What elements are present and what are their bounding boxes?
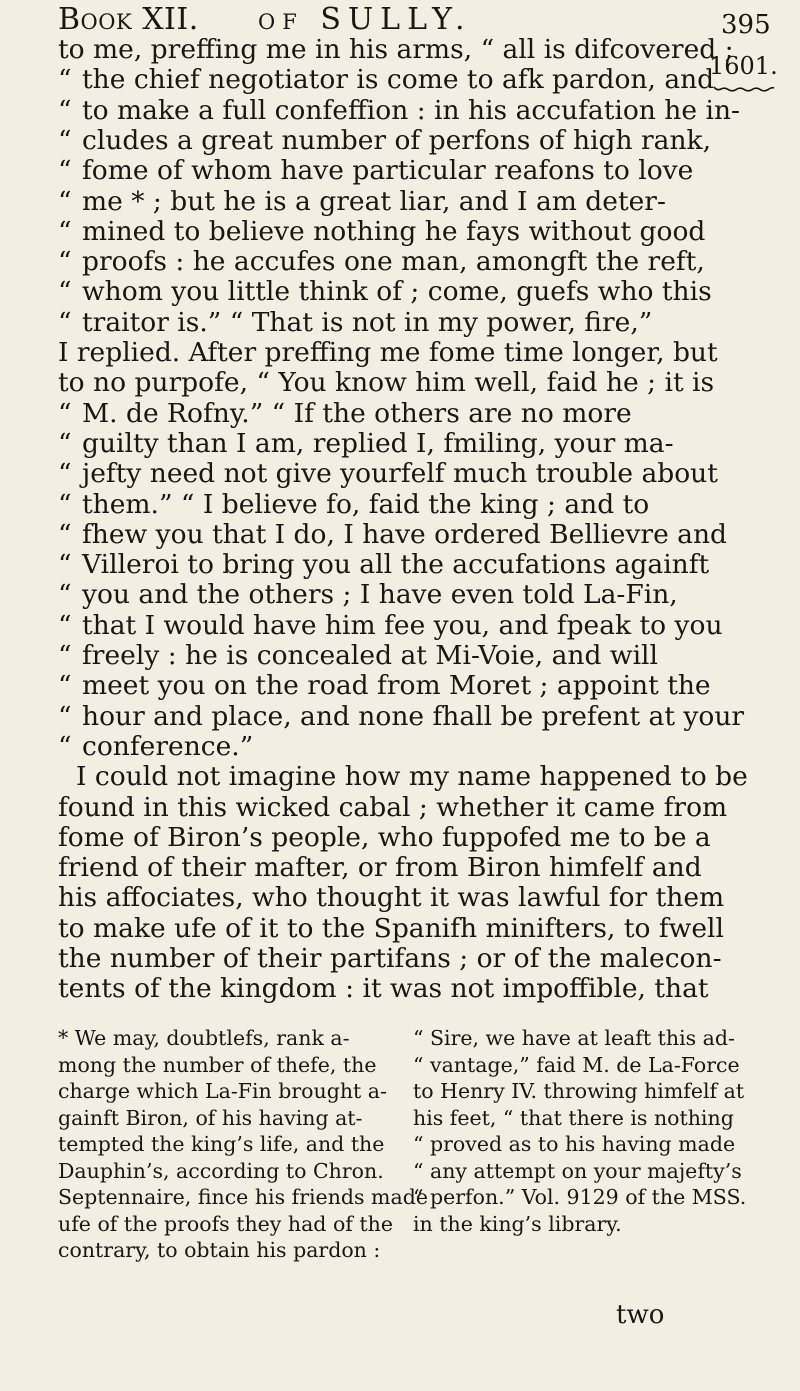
book-number: Book XII. (58, 2, 199, 37)
footnote-line: in the king’s library. (413, 1211, 622, 1236)
continuation-quote-mark: “ (58, 700, 72, 732)
line-text: the chief negotiator is come to afk pardon, and (82, 64, 715, 96)
footnote-line: “ Sire, we have at leaft this ad- (413, 1026, 735, 1050)
line-text: me * ; but he is a great liar, and I am deter- (82, 185, 666, 217)
line-text: fome of whom have particular reafons to love (82, 155, 694, 187)
line-text: mined to believe nothing he fays without good (82, 215, 706, 247)
footnote-line: “ perfon.” Vol. 9129 of the MSS. (413, 1185, 747, 1209)
footnote-line: ufe of the proofs they had of the (58, 1211, 393, 1236)
continuation-quote-mark: “ (58, 246, 72, 278)
line-text: fhew you that I do, I have ordered Bellievre and (82, 518, 728, 550)
footnote-line: “ any attempt on your majefty’s (413, 1158, 742, 1183)
footnote-line: “ proved as to his having made (413, 1132, 736, 1156)
footnote-line: charge which La-Fin brought a- (58, 1079, 387, 1103)
continuation-quote-mark: “ (58, 427, 72, 459)
line-text: cludes a great number of perfons of high rank, (82, 124, 712, 156)
line-text: M. de Rofny.” “ If the others are no more (82, 397, 632, 429)
continuation-quote-mark: “ (58, 579, 72, 611)
line-text: tents of the kingdom : it was not impoffible, that (58, 973, 709, 1005)
continuation-quote-mark: “ (58, 215, 72, 247)
footnote-line: his feet, “ that there is nothing (413, 1105, 734, 1130)
continuation-quote-mark: “ (58, 155, 72, 187)
line-text: conference.” (82, 730, 254, 762)
continuation-quote-mark: “ (58, 185, 72, 217)
line-text: the number of their partifans ; or of the malecon- (58, 943, 722, 974)
footnote-line: Septennaire, fince his friends made (58, 1185, 428, 1209)
continuation-quote-mark: “ (58, 609, 72, 641)
line-text: that I would have him fee you, and fpeak to you (82, 609, 723, 641)
line-text: meet you on the road from Moret ; appoint the (82, 670, 711, 702)
footnote-line: gainft Biron, of his having at- (58, 1105, 363, 1130)
line-text: to make a full confeffion : in his accufation he in- (82, 94, 740, 126)
continuation-quote-mark: “ (58, 64, 72, 96)
line-text: freely : he is concealed at Mi-Voie, and will (82, 640, 658, 671)
footnote-right-column (413, 1025, 763, 1237)
page-number: 395 (721, 10, 771, 40)
line-text: found in this wicked cabal ; whether it came from (58, 791, 728, 823)
footnote-line: “ vantage,” faid M. de La-Force (413, 1052, 740, 1077)
continuation-quote-mark: “ (58, 640, 72, 671)
continuation-quote-mark: “ (58, 397, 72, 429)
line-text: them.” “ I believe fo, faid the king ; and to (82, 488, 650, 520)
footnote-line: contrary, to obtain his pardon : (58, 1238, 381, 1262)
line-text: guilty than I am, replied I, fmiling, your ma- (82, 427, 674, 459)
continuation-quote-mark: “ (58, 488, 72, 520)
continuation-quote-mark: “ (58, 458, 72, 490)
line-text: proofs : he accufes one man, amongft the reft, (82, 246, 705, 278)
running-title: of SULLY. (258, 2, 472, 37)
continuation-quote-mark: “ (58, 124, 72, 156)
line-text: to no purpofe, “ You know him well, faid he ; it is (58, 367, 715, 399)
footnote-line: to Henry IV. throwing himfelf at (413, 1079, 745, 1103)
continuation-quote-mark: “ (58, 730, 72, 762)
footnote-line: mong the number of thefe, the (58, 1052, 377, 1077)
margin-year-note: 1601. (709, 52, 778, 80)
line-text: you and the others ; I have even told La-Fin, (82, 579, 678, 611)
line-text: jefty need not give yourfelf much trouble about (82, 458, 718, 490)
line-text: whom you little think of ; come, guefs who this (82, 276, 712, 308)
line-text: Villeroi to bring you all the accufations againft (82, 549, 710, 581)
line-text: friend of their mafter, or from Biron himfelf and (58, 852, 702, 884)
margin-flourish-icon (713, 86, 775, 92)
line-text: I could not imagine how my name happened to be (76, 761, 748, 793)
line-text: to make ufe of it to the Spanifh minifters, to fwell (58, 912, 724, 944)
line-text: I replied. After preffing me fome time longer, but (58, 337, 718, 368)
continuation-quote-mark: “ (58, 549, 72, 581)
continuation-quote-mark: “ (58, 306, 72, 338)
line-text: his affociates, who thought it was lawful for them (58, 882, 725, 914)
continuation-quote-mark: “ (58, 670, 72, 702)
line-text: fome of Biron’s people, who fuppofed me to be a (58, 821, 711, 853)
continuation-quote-mark: “ (58, 94, 72, 126)
footnote-line: tempted the king’s life, and the (58, 1132, 385, 1156)
footnote-line: * We may, doubtlefs, rank a- (58, 1026, 350, 1050)
line-text: traitor is.” “ That is not in my power, fire,” (82, 306, 653, 338)
catchword: two (616, 1300, 665, 1330)
footnote-line: Dauphin’s, according to Chron. (58, 1158, 384, 1183)
continuation-quote-mark: “ (58, 276, 72, 308)
continuation-quote-mark: “ (58, 518, 72, 550)
footnote-left-column (58, 1025, 428, 1264)
line-text: to me, preffing me in his arms, “ all is difcovered ; (58, 34, 734, 65)
line-text: hour and place, and none fhall be prefent at your (82, 700, 745, 732)
